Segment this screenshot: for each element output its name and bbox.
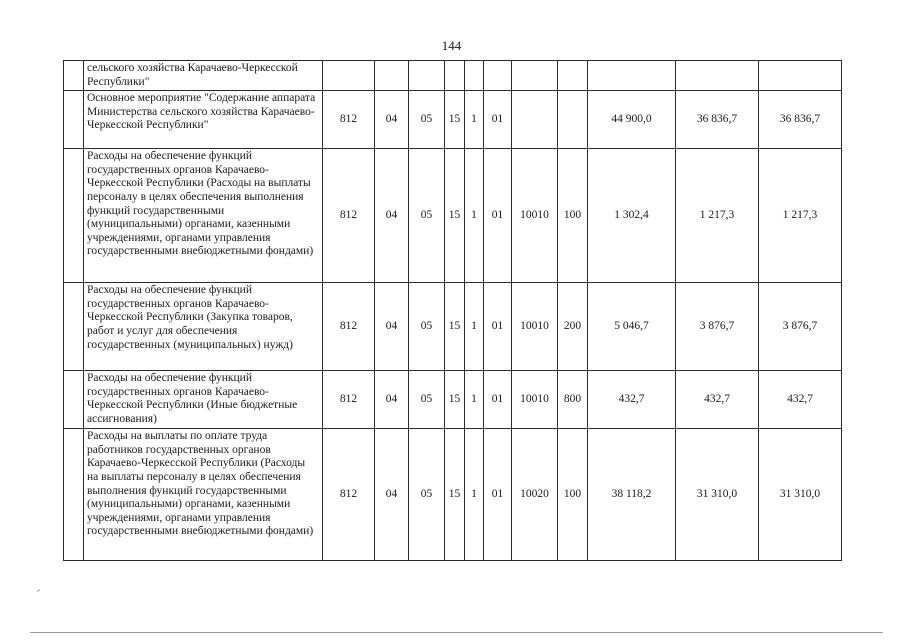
row-index-cell	[64, 61, 84, 91]
program-code-cell: 15	[445, 149, 465, 283]
table-row	[64, 371, 842, 429]
sum-year1-cell	[588, 61, 676, 91]
sum-year1-cell: 1 302,4	[588, 149, 676, 283]
ministry-code-cell: 812	[323, 149, 375, 283]
sum-year3-cell: 432,7	[759, 371, 842, 429]
subprogram-code-cell: 1	[465, 91, 484, 149]
program-code-cell: 15	[445, 429, 465, 561]
subsection-code-cell: 05	[409, 149, 445, 283]
section-code-cell: 04	[375, 149, 409, 283]
table-row	[64, 149, 842, 283]
expense-type-cell: 100	[558, 429, 588, 561]
expense-type-cell: 800	[558, 371, 588, 429]
sum-year3-cell: 36 836,7	[759, 91, 842, 149]
sum-year2-cell: 1 217,3	[676, 149, 759, 283]
subprogram-code-cell: 1	[465, 429, 484, 561]
page-number: 144	[441, 38, 462, 53]
ministry-code-cell: 812	[323, 371, 375, 429]
table-row	[64, 91, 842, 149]
expense-name-cell: Расходы на выплаты по оплате труда работников государственных органов Карачаево-Черкесской Республики (Расходы на выплаты персоналу в целях обеспечения выполнения функций государственными (муниципальными) органами, казенными учреждениями, органами управления государственными внебюджетными фондами)	[84, 429, 323, 561]
event-code-cell	[484, 61, 512, 91]
section-code-cell: 04	[375, 283, 409, 371]
expense-type-cell: 100	[558, 149, 588, 283]
sum-year1-cell: 432,7	[588, 371, 676, 429]
program-code-cell: 15	[445, 91, 465, 149]
subsection-code-cell: 05	[409, 91, 445, 149]
program-code-cell: 15	[445, 371, 465, 429]
direction-code-cell: 10020	[512, 429, 558, 561]
subsection-code-cell: 05	[409, 283, 445, 371]
section-code-cell: 04	[375, 429, 409, 561]
direction-code-cell: 10010	[512, 371, 558, 429]
direction-code-cell	[512, 91, 558, 149]
sum-year2-cell: 432,7	[676, 371, 759, 429]
event-code-cell: 01	[484, 429, 512, 561]
expense-type-cell	[558, 61, 588, 91]
page-bottom-edge	[30, 632, 883, 633]
row-index-cell	[64, 429, 84, 561]
subsection-code-cell	[409, 61, 445, 91]
subsection-code-cell: 05	[409, 429, 445, 561]
row-index-cell	[64, 371, 84, 429]
subprogram-code-cell: 1	[465, 283, 484, 371]
scan-artifact	[37, 589, 40, 592]
event-code-cell: 01	[484, 283, 512, 371]
table-row	[64, 61, 842, 91]
sum-year2-cell	[676, 61, 759, 91]
sum-year3-cell	[759, 61, 842, 91]
event-code-cell: 01	[484, 149, 512, 283]
sum-year3-cell: 3 876,7	[759, 283, 842, 371]
sum-year1-cell: 44 900,0	[588, 91, 676, 149]
table-row	[64, 283, 842, 371]
program-code-cell	[445, 61, 465, 91]
table-row	[64, 429, 842, 561]
event-code-cell: 01	[484, 91, 512, 149]
sum-year1-cell: 38 118,2	[588, 429, 676, 561]
sum-year1-cell: 5 046,7	[588, 283, 676, 371]
expense-name-cell: сельского хозяйства Карачаево-Черкесской Республики"	[84, 61, 323, 91]
ministry-code-cell	[323, 61, 375, 91]
ministry-code-cell: 812	[323, 91, 375, 149]
sum-year2-cell: 31 310,0	[676, 429, 759, 561]
row-index-cell	[64, 91, 84, 149]
row-index-cell	[64, 283, 84, 371]
sum-year3-cell: 31 310,0	[759, 429, 842, 561]
subprogram-code-cell: 1	[465, 149, 484, 283]
section-code-cell	[375, 61, 409, 91]
expense-type-cell	[558, 91, 588, 149]
subsection-code-cell: 05	[409, 371, 445, 429]
section-code-cell: 04	[375, 371, 409, 429]
expense-type-cell: 200	[558, 283, 588, 371]
expense-name-cell: Расходы на обеспечение функций государственных органов Карачаево-Черкесской Республики (Закупка товаров, работ и услуг для обеспечения государственных (муниципальных) нужд)	[84, 283, 323, 371]
sum-year2-cell: 36 836,7	[676, 91, 759, 149]
ministry-code-cell: 812	[323, 429, 375, 561]
subprogram-code-cell	[465, 61, 484, 91]
direction-code-cell	[512, 61, 558, 91]
sum-year2-cell: 3 876,7	[676, 283, 759, 371]
sum-year3-cell: 1 217,3	[759, 149, 842, 283]
ministry-code-cell: 812	[323, 283, 375, 371]
expense-name-cell: Расходы на обеспечение функций государственных органов Карачаево-Черкесской Республики (Расходы на выплаты персоналу в целях обеспечения выполнения функций государственными (муниципальными) органами, казенными учреждениями, органами управления государственными внебюджетными фондами)	[84, 149, 323, 283]
budget-table	[63, 60, 842, 561]
expense-name-cell: Основное мероприятие "Содержание аппарата Министерства сельского хозяйства Карачаево-Черкесской Республики"	[84, 91, 323, 149]
event-code-cell: 01	[484, 371, 512, 429]
subprogram-code-cell: 1	[465, 371, 484, 429]
direction-code-cell: 10010	[512, 283, 558, 371]
section-code-cell: 04	[375, 91, 409, 149]
direction-code-cell: 10010	[512, 149, 558, 283]
program-code-cell: 15	[445, 283, 465, 371]
row-index-cell	[64, 149, 84, 283]
expense-name-cell: Расходы на обеспечение функций государственных органов Карачаево-Черкесской Республики (Иные бюджетные ассигнования)	[84, 371, 323, 429]
